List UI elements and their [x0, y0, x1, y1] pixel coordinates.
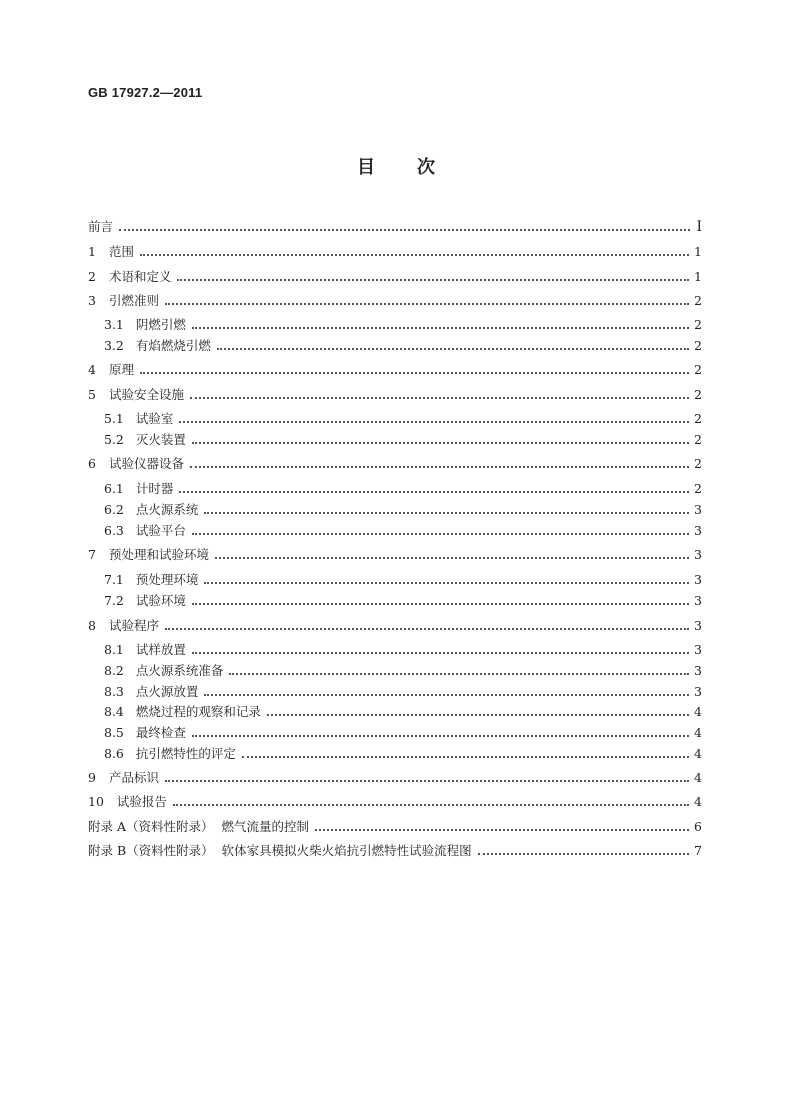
toc-entry-page: 3: [694, 593, 702, 608]
page-title: 目次: [357, 157, 477, 178]
toc-entry-label: 范围: [108, 244, 134, 259]
toc-entry-page: 2: [694, 317, 702, 332]
toc-entry-number: 8.3: [104, 684, 124, 699]
toc-entry-label: 有焰燃烧引燃: [135, 338, 211, 353]
toc-entry-page: 7: [694, 843, 702, 858]
toc-entry[interactable]: [104, 407, 702, 427]
toc-entry-label: 抗引燃特性的评定: [135, 746, 236, 761]
toc-entry[interactable]: [104, 313, 702, 333]
toc-entry-page: 4: [694, 746, 702, 761]
toc-entry-label: 试验仪器设备: [108, 456, 184, 471]
dot-leader: [315, 828, 689, 831]
dot-leader: [165, 627, 689, 630]
toc-entry-number: 6.1: [104, 481, 124, 496]
dot-leader: [165, 779, 689, 782]
toc-entry[interactable]: [104, 568, 702, 588]
toc-entry-label: 试验平台: [135, 523, 186, 538]
toc-entry-number: 10: [88, 794, 104, 809]
dot-leader: [192, 441, 689, 444]
dot-leader: [192, 734, 689, 737]
dot-leader: [190, 465, 689, 468]
toc-entry-label: 燃烧过程的观察和记录: [135, 704, 261, 719]
toc-entry-label: 点火源系统: [135, 502, 199, 517]
toc-entry[interactable]: [88, 383, 702, 403]
toc-entry-page: 3: [694, 663, 702, 678]
toc-entry-page: 3: [694, 572, 702, 587]
toc-entry-number: 5.1: [104, 411, 124, 426]
toc-entry[interactable]: [88, 240, 702, 260]
toc-entry-page: 3: [694, 502, 702, 517]
dot-leader: [140, 253, 689, 256]
toc-entry-page: 3: [694, 618, 702, 633]
toc-entry-number: 4: [88, 362, 96, 377]
dot-leader: [192, 326, 689, 329]
toc-entry-label: 附录 A（资料性附录） 燃气流量的控制: [88, 819, 309, 834]
toc-entry[interactable]: [104, 498, 702, 518]
dot-leader: [192, 602, 689, 605]
dot-leader: [165, 302, 689, 305]
toc-entry[interactable]: [88, 215, 702, 235]
toc-entry[interactable]: [88, 614, 702, 634]
toc-entry[interactable]: [88, 815, 702, 835]
toc-entry[interactable]: [88, 358, 702, 378]
toc-entry[interactable]: [104, 638, 702, 658]
toc-entry-label: 灭火装置: [135, 432, 186, 447]
toc-entry-label: 附录 B（资料性附录） 软体家具模拟火柴火焰抗引燃特性试验流程图: [88, 843, 472, 858]
dot-leader: [215, 556, 689, 559]
toc-entry-number: 6: [88, 456, 96, 471]
toc-entry-page: 4: [694, 794, 702, 809]
toc-entry[interactable]: [104, 742, 702, 762]
toc-entry-label: 计时器: [135, 481, 174, 496]
toc-entry-label: 术语和定义: [108, 269, 172, 284]
dot-leader: [177, 278, 689, 281]
toc-entry-page: 6: [694, 819, 702, 834]
toc-entry-number: 3.2: [104, 338, 124, 353]
toc-entry[interactable]: [88, 766, 702, 786]
toc-entry[interactable]: [104, 700, 702, 720]
dot-leader: [190, 396, 689, 399]
toc-entry-label: 点火源系统准备: [135, 663, 224, 678]
toc-entry-page: 4: [694, 770, 702, 785]
toc-entry[interactable]: [104, 659, 702, 679]
dot-leader: [242, 755, 689, 758]
dot-leader: [217, 347, 689, 350]
dot-leader: [204, 511, 689, 514]
dot-leader: [229, 672, 689, 675]
toc-entry[interactable]: [104, 589, 702, 609]
toc-entry-label: 试验安全设施: [108, 387, 184, 402]
toc-entry-number: 2: [88, 269, 96, 284]
toc-entry[interactable]: [104, 334, 702, 354]
toc-entry-number: 5: [88, 387, 96, 402]
dot-leader: [179, 420, 689, 423]
toc-entry-number: 8: [88, 618, 96, 633]
toc-entry-label: 点火源放置: [135, 684, 199, 699]
toc-entry-number: 8.6: [104, 746, 124, 761]
toc-entry-label: 试样放置: [135, 642, 186, 657]
toc-entry-number: 7: [88, 547, 96, 562]
dot-leader: [192, 532, 689, 535]
toc-entry-label: 试验程序: [108, 618, 159, 633]
toc-entry-number: 6.2: [104, 502, 124, 517]
dot-leader: [119, 228, 690, 231]
toc-entry[interactable]: [104, 428, 702, 448]
toc-entry-label: 前言: [88, 219, 114, 234]
dot-leader: [478, 852, 689, 855]
toc-entry-label: 预处理和试验环境: [108, 547, 209, 562]
toc-entry[interactable]: [88, 289, 702, 309]
toc-entry-page: 2: [694, 387, 702, 402]
dot-leader: [140, 371, 689, 374]
toc-entry-label: 预处理环境: [135, 572, 199, 587]
toc-entry-page: 2: [694, 411, 702, 426]
toc-entry-page: 1: [694, 269, 702, 284]
toc-entry-page: 1: [694, 244, 702, 259]
toc-entry[interactable]: [88, 452, 702, 472]
dot-leader: [267, 713, 689, 716]
toc-entry[interactable]: [88, 839, 702, 859]
toc-entry-label: 最终检查: [135, 725, 186, 740]
dot-leader: [173, 803, 689, 806]
toc-entry-number: 7.2: [104, 593, 124, 608]
toc-entry-label: 原理: [108, 362, 134, 377]
toc-entry-page: 2: [694, 456, 702, 471]
toc-entry[interactable]: [88, 543, 702, 563]
toc-entry-number: 1: [88, 244, 96, 259]
toc-entry-page: 2: [694, 432, 702, 447]
toc-entry-page: 2: [694, 293, 702, 308]
toc-entry-label: 阴燃引燃: [135, 317, 186, 332]
standard-code: GB 17927.2—2011: [88, 85, 203, 100]
toc-entry-page: 3: [694, 642, 702, 657]
toc-entry[interactable]: [104, 519, 702, 539]
dot-leader: [204, 581, 689, 584]
toc-entry-page: 3: [694, 523, 702, 538]
toc-entry-number: 8.2: [104, 663, 124, 678]
toc-entry-page: 2: [694, 481, 702, 496]
toc-entry[interactable]: [104, 721, 702, 741]
toc-entry[interactable]: [104, 477, 702, 497]
toc-entry-number: 9: [88, 770, 96, 785]
toc-entry-number: 6.3: [104, 523, 124, 538]
toc-entry[interactable]: [88, 790, 702, 810]
toc-entry-label: 试验环境: [135, 593, 186, 608]
toc-entry-number: 8.4: [104, 704, 124, 719]
dot-leader: [192, 651, 689, 654]
toc-entry-number: 8.1: [104, 642, 124, 657]
toc-entry-number: 3.1: [104, 317, 124, 332]
toc-entry-number: 7.1: [104, 572, 124, 587]
toc-entry-number: 8.5: [104, 725, 124, 740]
toc-entry-label: 引燃准则: [108, 293, 159, 308]
toc-entry-page: 2: [694, 338, 702, 353]
toc-entry-page: 3: [694, 547, 702, 562]
dot-leader: [179, 490, 689, 493]
toc-entry-label: 试验室: [135, 411, 174, 426]
toc-entry-page: 4: [694, 704, 702, 719]
toc-entry[interactable]: [88, 265, 702, 285]
toc-entry-page: 4: [694, 725, 702, 740]
toc-entry[interactable]: [104, 680, 702, 700]
toc-entry-page: 2: [694, 362, 702, 377]
toc-entry-label: 试验报告: [116, 794, 167, 809]
toc-entry-page: Ⅰ: [696, 219, 702, 235]
toc-entry-page: 3: [694, 684, 702, 699]
toc-entry-number: 3: [88, 293, 96, 308]
toc-entry-number: 5.2: [104, 432, 124, 447]
toc-entry-label: 产品标识: [108, 770, 159, 785]
dot-leader: [204, 693, 689, 696]
